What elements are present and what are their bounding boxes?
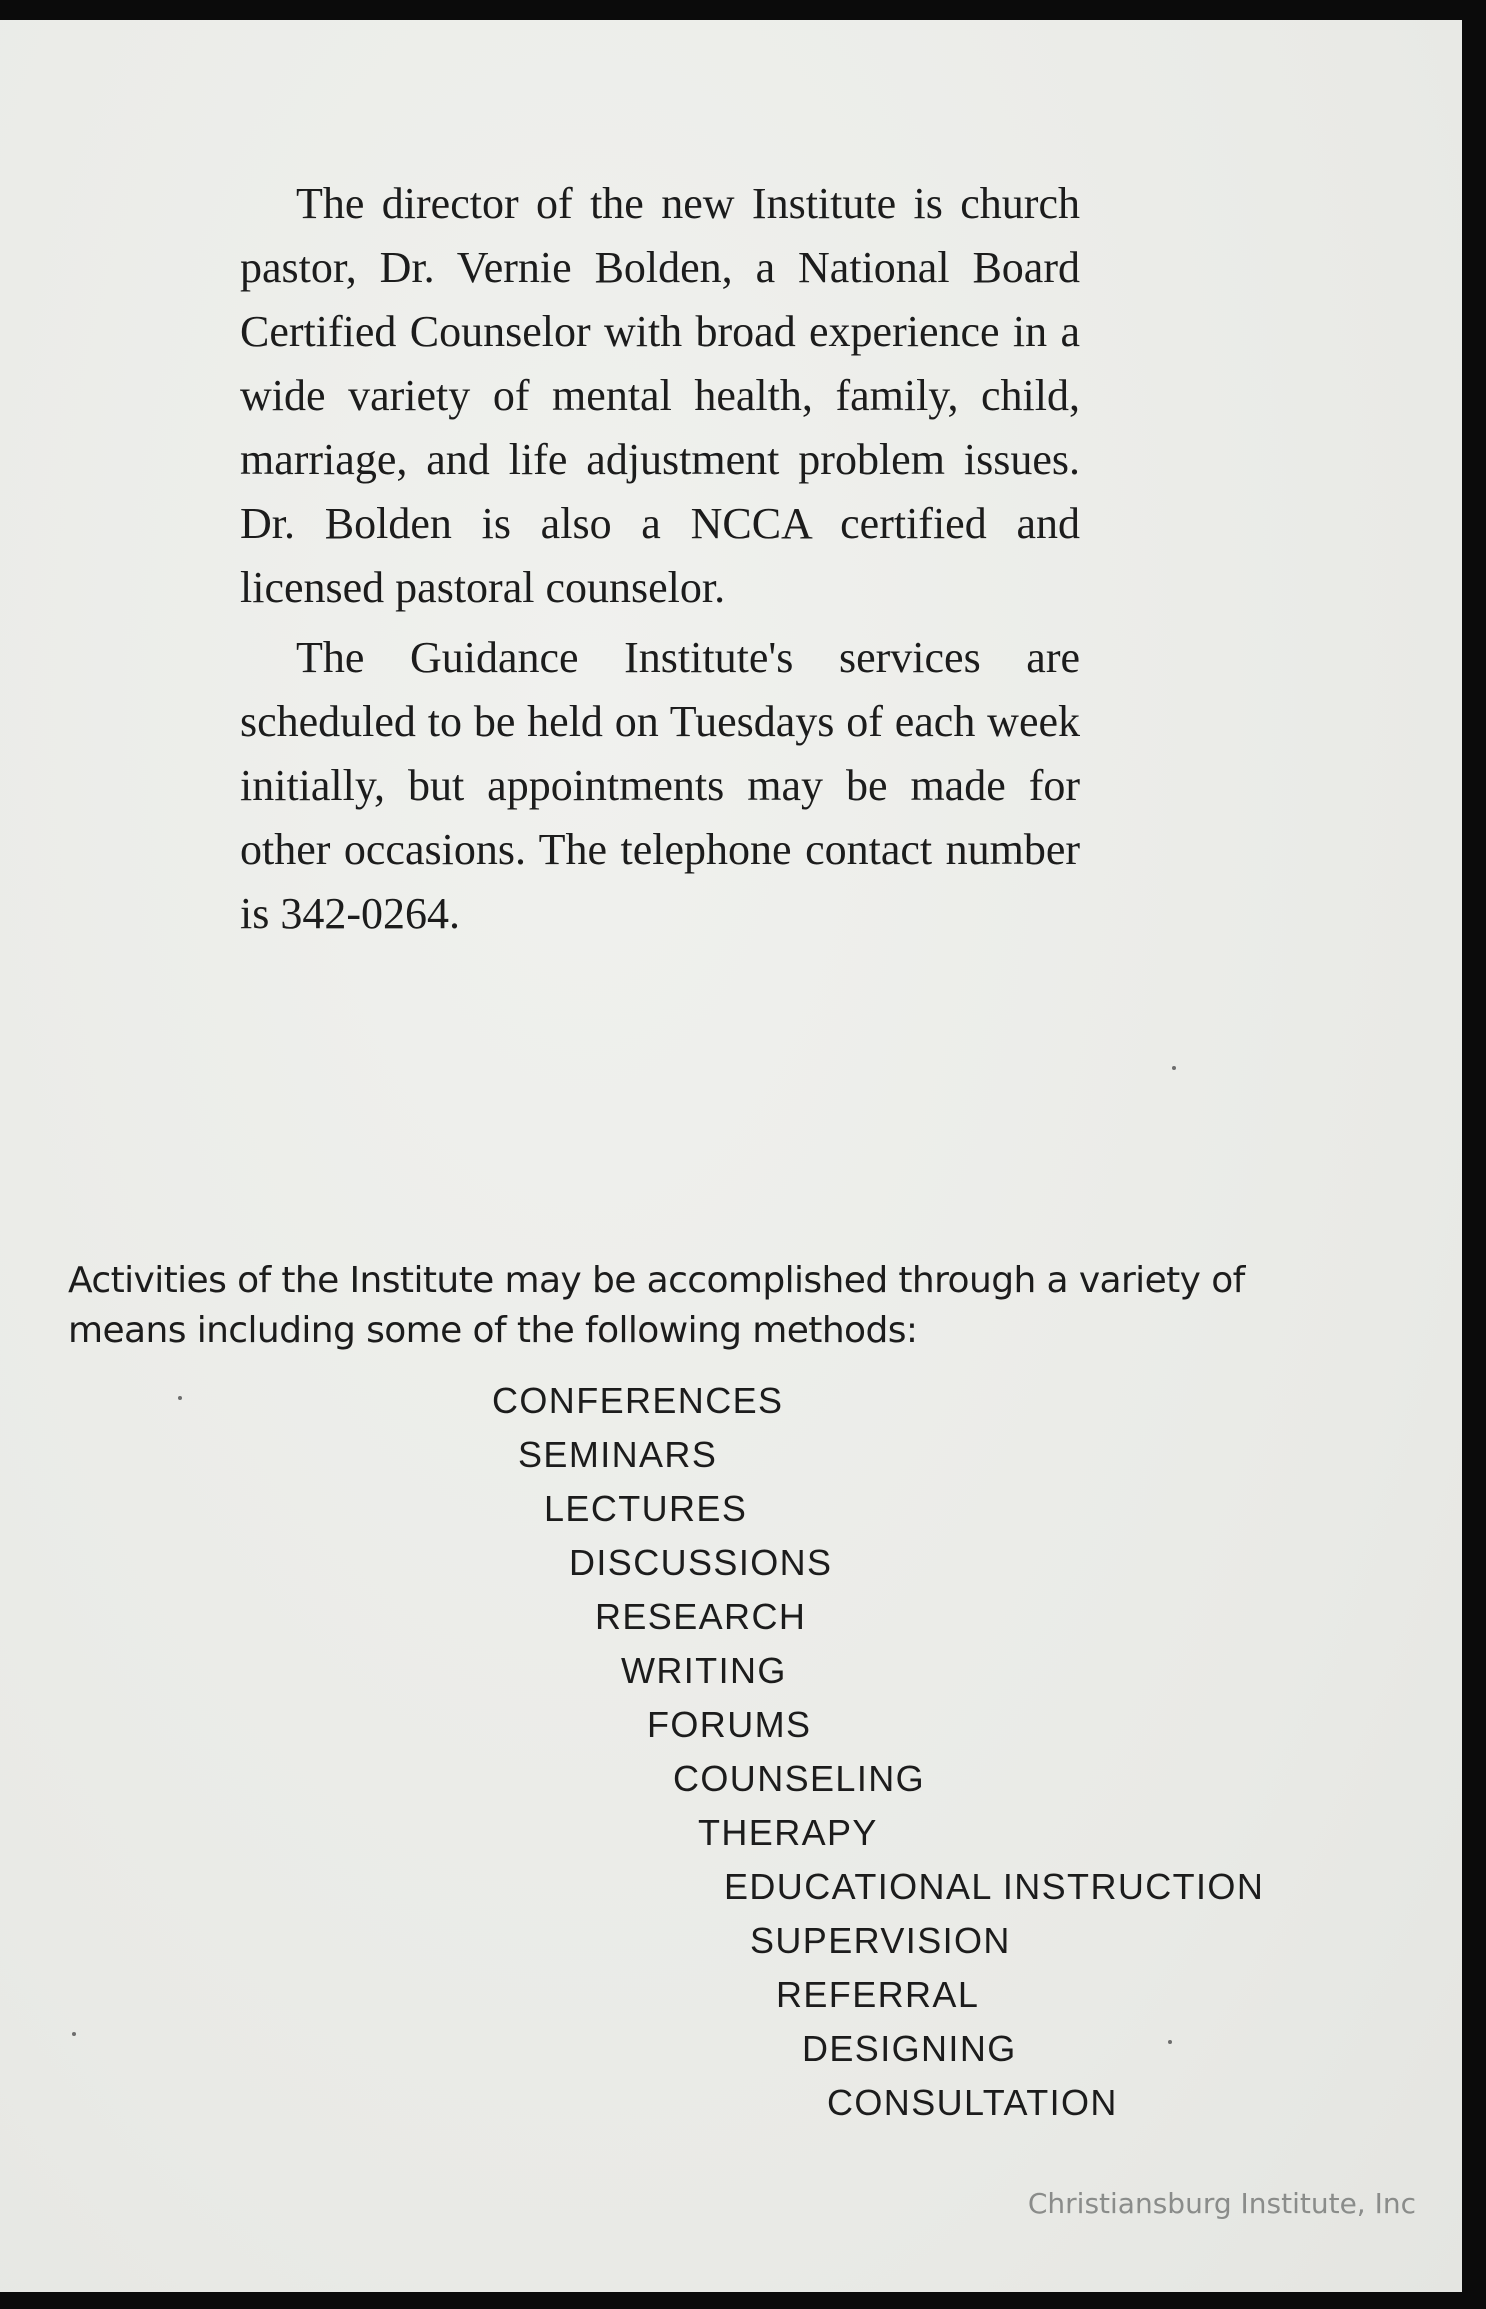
method-item: EDUCATIONAL INSTRUCTION — [724, 1866, 1265, 1907]
method-item: FORUMS — [647, 1704, 812, 1745]
paper-speck — [178, 1396, 182, 1400]
body-text — [240, 172, 1080, 946]
page-edge-shadow — [1462, 0, 1486, 2309]
method-item: REFERRAL — [776, 1974, 980, 2015]
method-item: DESIGNING — [802, 2028, 1017, 2069]
paragraph-director: The director of the new Institute is church pastor, Dr. Vernie Bolden, a National Board Certified Counselor with broad experience in a wide variety of mental health, family, child, marriage, and life adjustment problem issues. Dr. Bolden is also a NCCA certified and licensed pastoral counselor. — [240, 179, 1080, 612]
watermark: Christiansburg Institute, Inc — [1027, 2187, 1416, 2220]
method-item: LECTURES — [544, 1488, 748, 1529]
method-item: DISCUSSIONS — [569, 1542, 833, 1583]
method-item: RESEARCH — [595, 1596, 807, 1637]
method-item: CONFERENCES — [492, 1380, 784, 1421]
method-item: COUNSELING — [673, 1758, 926, 1799]
paper-speck — [72, 2032, 76, 2036]
paper-speck — [1172, 1066, 1176, 1070]
paragraph-services: The Guidance Institute's services are scheduled to be held on Tuesdays of each week initially, but appointments may be made for other occasions. The telephone contact number is 342-0264. — [240, 633, 1080, 938]
method-item: SEMINARS — [518, 1434, 718, 1475]
method-item: SUPERVISION — [750, 1920, 1011, 1961]
document-page — [0, 20, 1462, 2292]
method-item: THERAPY — [698, 1812, 878, 1853]
activities-intro: Activities of the Institute may be accomplished through a variety of means including some of the following methods: — [68, 1260, 1245, 1351]
method-item: CONSULTATION — [827, 2082, 1118, 2123]
method-item: WRITING — [621, 1650, 787, 1691]
paper-speck — [1168, 2040, 1172, 2044]
